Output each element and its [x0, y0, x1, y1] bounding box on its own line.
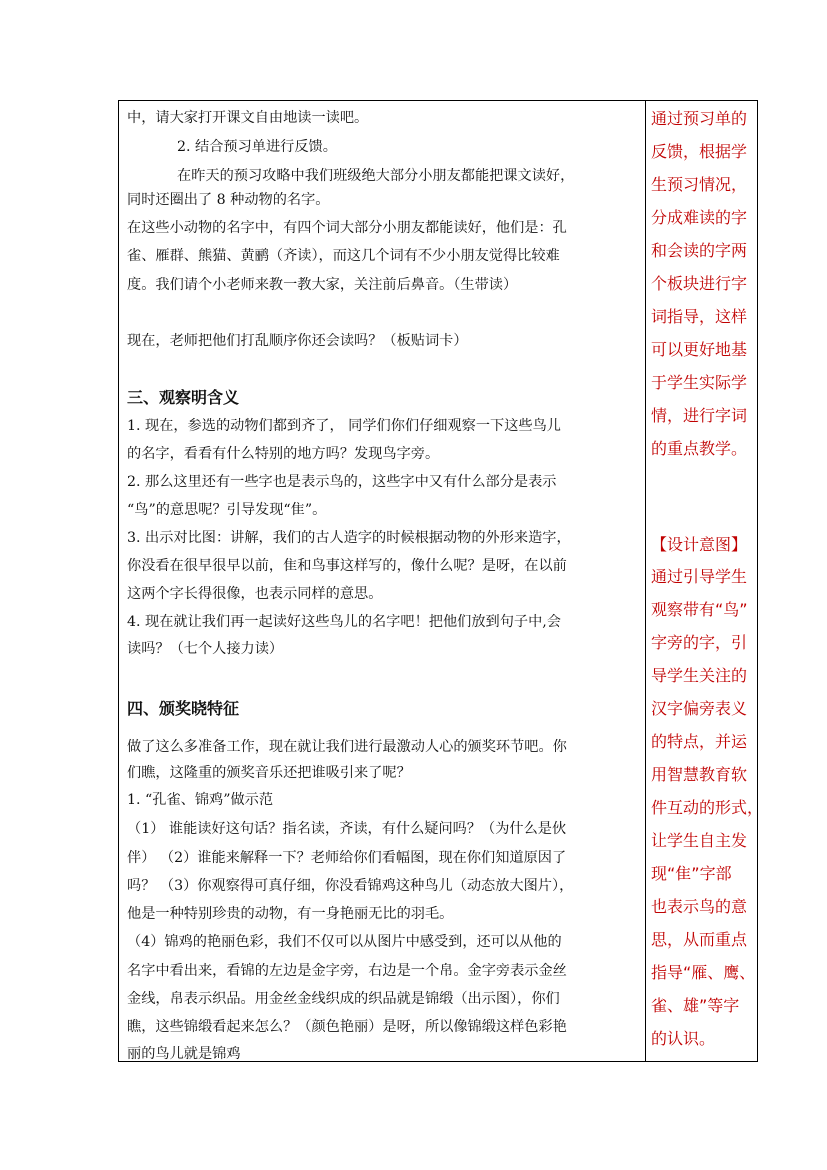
text-line: 2. 那么这里还有一些字也是表示鸟的，这些字中又有什么部分是表示 — [127, 474, 557, 490]
note-line: 反馈，根据学 — [651, 142, 748, 161]
text-line: 做了这么多准备工作，现在就让我们进行最激动人心的颁奖环节吧。你 — [127, 739, 567, 755]
note-line: 通过预习单的 — [651, 109, 748, 128]
text-line: 金线，帛表示织品。用金丝金线织成的织品就是锦缎（出示图），你们 — [127, 991, 560, 1007]
text-line: 名字中看出来，看锦的左边是金字旁，右边是一个帛。金字旁表示金丝 — [127, 963, 567, 979]
note-line: 件互动的形式， — [651, 798, 764, 817]
note-line: 也表示鸟的意 — [651, 897, 748, 916]
text-line: 同时还圈出了 8 种动物的名字。 — [127, 192, 330, 208]
note-line: 观察带有“鸟” — [651, 600, 748, 619]
text-line: 的名字，看看有什么特别的地方吗？发现鸟字旁。 — [127, 446, 440, 462]
step-title: 2. 结合预习单进行反馈。 — [177, 139, 337, 155]
text-line: 度。我们请个小老师来教一教大家，关注前后鼻音。（生带读） — [127, 277, 518, 293]
note-line: 汉字偏旁表义 — [651, 699, 748, 718]
section-heading: 四、颁奖晓特征 — [127, 699, 240, 718]
note-line: 指导“雁、鹰、 — [651, 963, 756, 982]
text-line: （1） 谁能读好这句话？指名读，齐读，有什么疑问吗？（为什么是伙 — [127, 821, 567, 837]
text-line: 1. 现在，参选的动物们都到齐了， 同学们你们仔细观察一下这些鸟儿 — [127, 418, 561, 434]
text-line: 雀、雁群、熊猫、黄鹂（齐读），而这几个词有不少小朋友觉得比较难 — [127, 248, 560, 264]
note-line: 词指导，这样 — [651, 307, 748, 326]
text-line: 在昨天的预习攻略中我们班级绝大部分小朋友都能把课文读好， — [177, 168, 575, 184]
note-line: 个板块进行字 — [651, 274, 748, 293]
text-line: 1. “孔雀、锦鸡”做示范 — [127, 792, 274, 808]
text-line: 在这些小动物的名字中，有四个词大部分小朋友都能读好，他们是：孔 — [127, 220, 567, 236]
note-line: 的特点，并运 — [651, 732, 748, 751]
text-line: 你没看在很早很早以前，隹和鸟事这样写的，像什么呢？是呀，在以前 — [127, 558, 567, 574]
note-line: 的认识。 — [651, 1029, 716, 1048]
note-line: 生预习情况， — [651, 175, 748, 194]
note-line: 通过引导学生 — [651, 567, 748, 586]
text-line: 他是一种特别珍贵的动物，有一身艳丽无比的羽毛。 — [127, 906, 454, 922]
text-line: 4. 现在就让我们再一起读好这些鸟儿的名字吧！把他们放到句子中,会 — [127, 614, 561, 630]
text-line: 伴） （2）谁能来解释一下？老师给你们看幅图，现在你们知道原因了 — [127, 850, 567, 866]
note-line: 和会读的字两 — [651, 241, 748, 260]
text-line: 中，请大家打开课文自由地读一读吧。 — [127, 110, 369, 126]
note-line: 让学生自主发 — [651, 831, 748, 850]
text-line: “鸟”的意思呢？引导发现“隹”。 — [127, 502, 327, 518]
text-line: 吗？ （3）你观察得可真仔细，你没看锦鸡这种鸟儿（动态放大图片）， — [127, 878, 574, 894]
text-line: 丽的鸟儿就是锦鸡 — [127, 1046, 241, 1062]
text-line: 读吗？（七个人接力读） — [127, 641, 284, 657]
lesson-plan-table — [118, 100, 764, 1062]
note-line: 分成难读的字 — [651, 208, 748, 227]
text-line: 这两个字长得很像，也表示同样的意思。 — [127, 586, 383, 602]
note-line: 可以更好地基 — [651, 340, 748, 359]
text-line: （4）锦鸡的艳丽色彩，我们不仅可以从图片中感受到，还可以从他的 — [127, 934, 562, 950]
column-divider — [645, 101, 646, 1061]
note-line: 雀、雄”等字 — [651, 996, 740, 1015]
note-line: 字旁的字，引 — [651, 633, 748, 652]
note-line: 情，进行字词 — [651, 406, 748, 425]
text-line: 3. 出示对比图：讲解，我们的古人造字的时候根据动物的外形来造字， — [127, 530, 571, 546]
note-line: 的重点教学。 — [651, 439, 748, 458]
text-line: 们瞧，这隆重的颁奖音乐还把谁吸引来了呢？ — [127, 765, 411, 781]
design-intent-heading: 【设计意图】 — [651, 535, 748, 554]
note-line: 导学生关注的 — [651, 666, 748, 685]
text-line: 现在，老师把他们打乱顺序你还会读吗？（板贴词卡） — [127, 333, 468, 349]
note-line: 现“隹”字部 — [651, 864, 732, 883]
note-line: 思，从而重点 — [651, 930, 748, 949]
note-line: 于学生实际学 — [651, 373, 748, 392]
section-heading: 三、观察明含义 — [127, 388, 240, 407]
note-line: 用智慧教育软 — [651, 765, 748, 784]
text-line: 瞧，这些锦缎看起来怎么？（颜色艳丽）是呀，所以像锦缎这样色彩艳 — [127, 1019, 567, 1035]
